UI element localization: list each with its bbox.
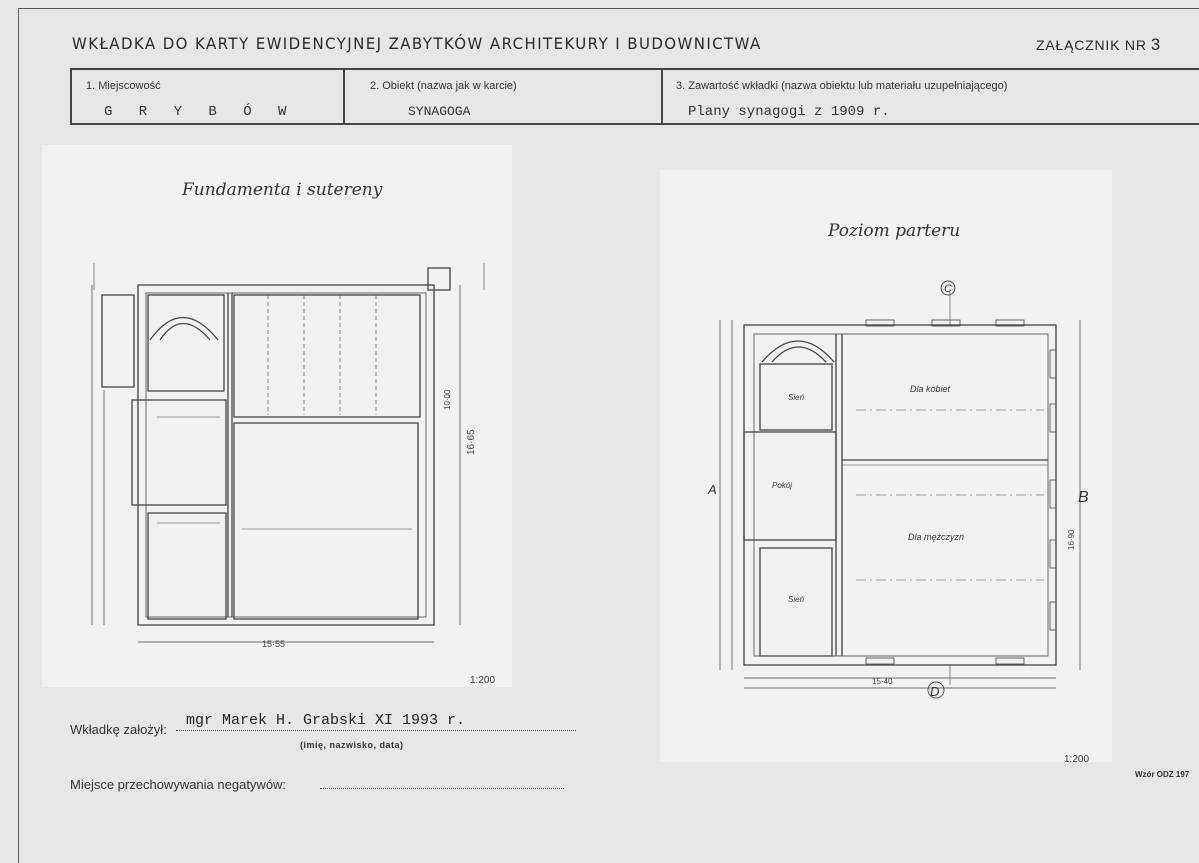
document-title: WKŁADKA DO KARTY EWIDENCYJNEJ ZABYTKÓW ARCHITEKURY I BUDOWNICTWA [72,34,762,54]
field-divider [70,68,72,125]
field-row-bottom-rule [70,123,1199,125]
negatives-location-label: Miejsce przechowywania negatywów: [70,777,287,792]
foundation-height-dim: 16·65 [466,429,477,455]
created-by-line [176,730,576,731]
room-hall-label: Sień [788,393,805,402]
content-value: Plany synagogi z 1909 r. [688,104,890,120]
top-border [18,8,1199,9]
created-by-caption: (imię, nazwisko, data) [300,740,404,750]
ground-floor-plan [660,170,1112,762]
section-mark-top: C [944,283,952,295]
ground-floor-drawing [660,170,1112,762]
room-women-label: Dla kobiet [910,384,951,394]
section-mark-left: A [708,482,717,497]
annex-text: ZAŁĄCZNIK NR [1036,37,1147,53]
object-value: SYNAGOGA [408,104,471,119]
foundation-scale: 1:200 [470,675,496,686]
foundation-inner-dim: 10·00 [443,389,452,410]
foundation-plan [42,145,512,687]
negatives-location-line [320,788,564,789]
field-row-top-rule [70,68,1199,70]
room-hall2-label: Sień [788,595,805,604]
section-mark-right: B [1078,489,1089,506]
left-border [18,8,19,863]
ground-floor-height-dim: 16·90 [1067,529,1076,550]
foundation-title: Fundamenta i sutereny [182,180,383,200]
section-mark-bottom: D [930,684,940,699]
field-divider [343,68,345,125]
ground-floor-title: Poziom parteru [828,221,961,241]
field-divider [661,68,663,125]
form-id: Wzór ODZ 197 [1135,770,1190,779]
ground-floor-scale: 1:200 [1064,754,1090,762]
foundation-width-dim: 15·55 [262,639,286,649]
created-by-label: Wkładkę założył: [70,722,167,737]
annex-label [1036,35,1161,55]
locality-value: G R Y B Ó W [104,104,296,120]
annex-number: 3 [1150,35,1161,54]
content-label: 3. Zawartość wkładki (nazwa obiektu lub materiału uzupełniającego) [676,80,1008,92]
created-by-value: mgr Marek H. Grabski XI 1993 r. [186,712,466,729]
foundation-walls [92,263,484,642]
object-label: 2. Obiekt (nazwa jak w karcie) [370,80,517,92]
foundation-drawing [42,145,512,687]
locality-label: 1. Miejscowość [86,80,161,92]
ground-floor-width-dim: 15·40 [872,677,893,686]
room-room-label: Pokój [772,481,793,490]
room-men-label: Dla mężczyzn [908,532,965,542]
